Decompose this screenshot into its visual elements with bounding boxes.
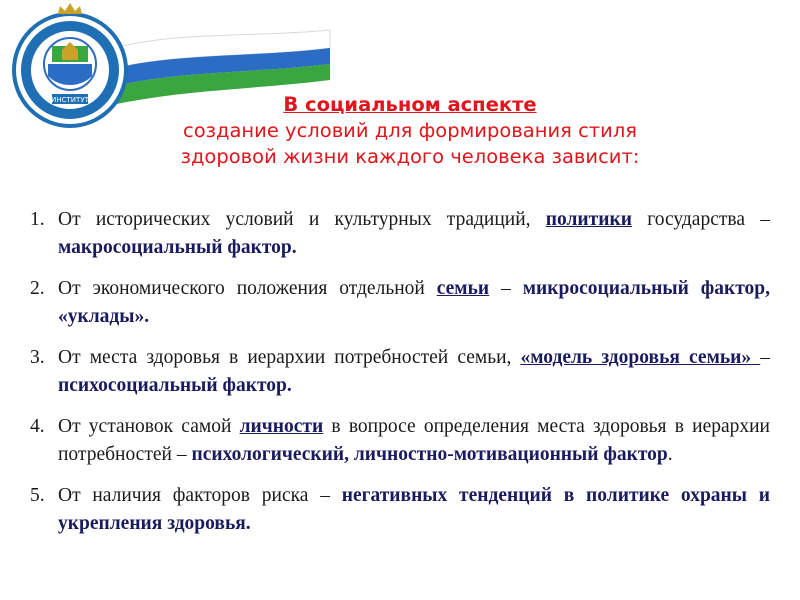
item-bold: психосоциальный фактор. [58,375,292,396]
item-bold: микросоциальный фактор, «уклады». [58,278,770,327]
item-text: От исторических условий и культурных традиций, [58,209,546,230]
item-number: 3. [30,347,45,368]
item-text: – [489,278,523,299]
slide-title [60,92,760,170]
item-bold: негативных тенденций в политике охраны и укрепления здоровья. [58,485,770,534]
title-main: В социальном аспекте [283,93,537,116]
list-item [30,344,770,400]
item-number: 5. [30,485,45,506]
factors-list [30,206,770,551]
item-underlined: личности [239,416,324,437]
item-bold: психологический, личностно-мотивационный фактор [191,444,668,465]
item-text: государства – [631,209,770,230]
item-text: в вопросе определения места здоровья в иерархии потребностей – [58,416,770,465]
title-line-2: создание условий для формирования стиля [182,119,638,142]
item-text: . [667,444,673,465]
list-item [30,206,770,262]
item-text: – [760,347,770,368]
item-number: 1. [30,209,45,230]
item-text: От экономического положения отдельной [58,278,437,299]
item-bold: макросоциальный фактор. [58,237,297,258]
item-underlined: семьи [436,278,490,299]
list-item [30,482,770,538]
emblem-text: ИНСТИТУТ [51,96,89,104]
item-underlined: политики [545,209,632,230]
item-text: От места здоровья в иерархии потребностей семьи, [58,347,521,368]
list-item [30,275,770,331]
item-text: От наличия факторов риска – [58,485,342,506]
item-number: 2. [30,278,45,299]
item-text: От установок самой [58,416,240,437]
item-underlined: «модель здоровья семьи» [520,347,761,368]
title-line-3: здоровой жизни каждого человека зависит: [180,145,640,168]
item-number: 4. [30,416,45,437]
list-item [30,413,770,469]
